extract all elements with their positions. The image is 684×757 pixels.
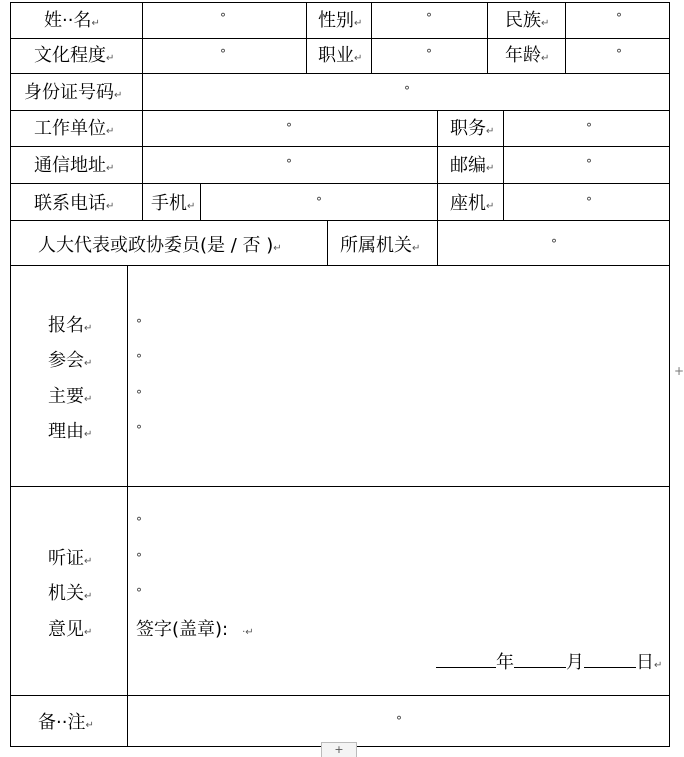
label-reason-2: 参会↵ — [48, 350, 93, 371]
vline — [200, 183, 201, 221]
label-landline: 座机↵ — [450, 193, 495, 214]
hline — [10, 486, 670, 487]
label-reason-4: 理由↵ — [48, 421, 93, 442]
label-opinion-3: 意见↵ — [48, 619, 93, 640]
field-age[interactable]: ° — [616, 47, 622, 61]
hline — [10, 183, 670, 184]
field-postcode[interactable]: ° — [586, 157, 592, 171]
field-position[interactable]: ° — [586, 121, 592, 135]
hline — [10, 146, 670, 147]
field-opinion-line[interactable]: ° — [136, 551, 142, 565]
hline — [10, 265, 670, 266]
field-reason-line[interactable]: ° — [136, 317, 142, 331]
vline — [142, 110, 143, 221]
vline — [327, 220, 328, 266]
field-reason-line[interactable]: ° — [136, 352, 142, 366]
field-occupation[interactable]: ° — [426, 47, 432, 61]
hline — [10, 110, 670, 111]
vline — [487, 2, 488, 74]
hline — [10, 695, 670, 696]
vline — [127, 265, 128, 747]
vline — [565, 2, 566, 74]
field-name[interactable]: ° — [220, 11, 226, 25]
vline — [669, 2, 670, 747]
field-reason-line[interactable]: ° — [136, 423, 142, 437]
field-opinion-line[interactable]: ° — [136, 586, 142, 600]
vline — [437, 220, 438, 266]
field-address[interactable]: ° — [286, 157, 292, 171]
label-position: 职务↵ — [450, 118, 495, 139]
label-ethnicity: 民族↵ — [505, 10, 550, 31]
label-signature: 签字(盖章): ·↵ — [136, 619, 254, 640]
hline — [10, 2, 670, 3]
date-line: 年 月 日↵ — [436, 652, 662, 677]
label-occupation: 职业↵ — [318, 45, 363, 66]
vline — [503, 110, 504, 221]
table-add-row-button[interactable]: + — [321, 742, 357, 757]
label-workplace: 工作单位↵ — [34, 118, 115, 139]
label-reason-1: 报名↵ — [48, 315, 93, 336]
vline — [10, 2, 11, 747]
field-landline[interactable]: ° — [586, 195, 592, 209]
label-postcode: 邮编↵ — [450, 155, 495, 176]
field-education[interactable]: ° — [220, 47, 226, 61]
label-gender: 性别↵ — [318, 10, 363, 31]
vline — [142, 73, 143, 111]
vline — [371, 2, 372, 74]
field-gender[interactable]: ° — [426, 11, 432, 25]
vline — [437, 110, 438, 221]
label-age: 年龄↵ — [505, 45, 550, 66]
label-npc-cppcc: 人大代表或政协委员(是 / 否 )↵ — [38, 235, 282, 256]
label-education: 文化程度↵ — [34, 45, 115, 66]
field-ethnicity[interactable]: ° — [616, 11, 622, 25]
field-id-number[interactable]: ° — [404, 84, 410, 98]
label-address: 通信地址↵ — [34, 155, 115, 176]
table-insert-column-button[interactable]: + — [674, 364, 684, 378]
hline — [10, 220, 670, 221]
field-mobile[interactable]: ° — [316, 195, 322, 209]
label-id-number: 身份证号码↵ — [24, 82, 123, 103]
label-phone: 联系电话↵ — [34, 193, 115, 214]
field-opinion-line[interactable]: ° — [136, 515, 142, 529]
label-affiliated-org: 所属机关↵ — [340, 235, 421, 256]
vline — [306, 2, 307, 74]
label-name: 姓··名↵ — [44, 10, 100, 31]
label-remarks: 备··注↵ — [38, 712, 94, 733]
field-affiliated-org[interactable]: ° — [551, 237, 557, 251]
year-blank[interactable] — [436, 667, 496, 668]
day-blank[interactable] — [584, 667, 636, 668]
field-remarks[interactable]: ° — [396, 714, 402, 728]
label-reason-3: 主要↵ — [48, 386, 93, 407]
hline — [10, 73, 670, 74]
label-mobile: 手机↵ — [151, 193, 196, 214]
label-opinion-1: 听证↵ — [48, 548, 93, 569]
vline — [142, 2, 143, 74]
label-opinion-2: 机关↵ — [48, 583, 93, 604]
field-reason-line[interactable]: ° — [136, 388, 142, 402]
month-blank[interactable] — [514, 667, 566, 668]
hline — [10, 38, 670, 39]
field-workplace[interactable]: ° — [286, 121, 292, 135]
